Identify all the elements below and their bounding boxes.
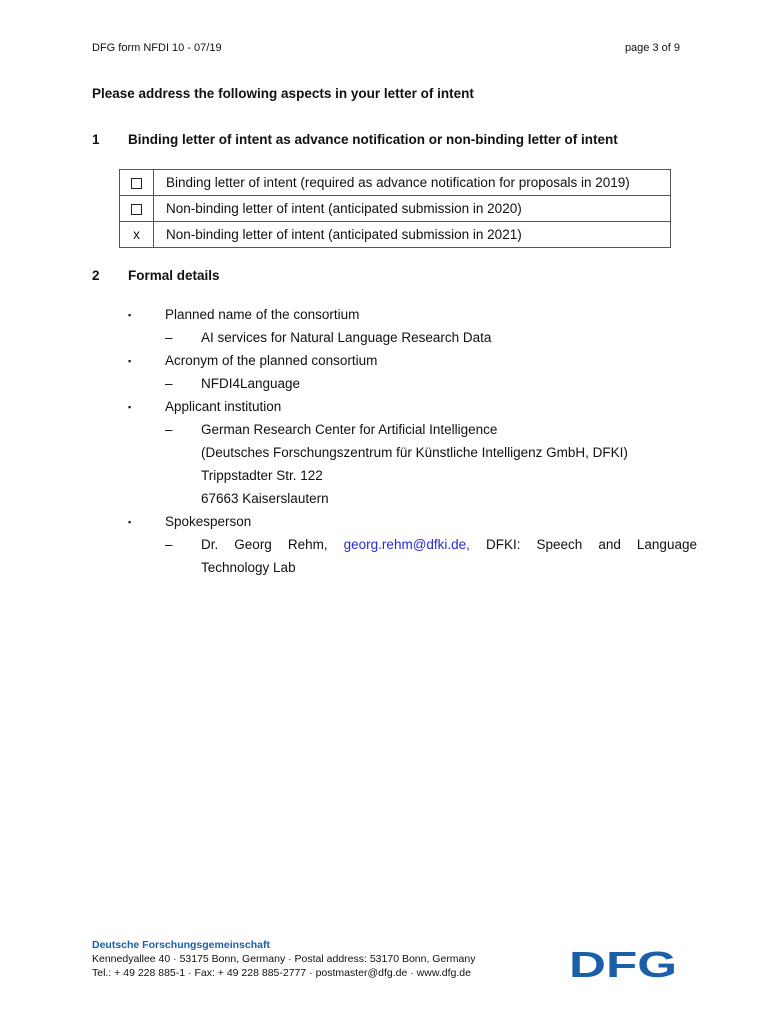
checkbox-icon[interactable] <box>131 178 142 189</box>
footer-address: Kennedyallee 40 · 53175 Bonn, Germany · Postal address: 53170 Bonn, Germany <box>92 953 476 965</box>
consortium-name-label: Planned name of the consortium <box>165 307 360 322</box>
spokesperson-word: Dr. <box>201 537 219 552</box>
option-label: Binding letter of intent (required as advance notification for proposals in 2019) <box>154 170 671 196</box>
bullet-icon: ▪ <box>128 402 132 412</box>
page-number: page 3 of 9 <box>624 42 680 54</box>
spokesperson-word: Speech <box>536 537 583 552</box>
consortium-name-value: AI services for Natural Language Research Data <box>201 330 492 345</box>
dash-icon: – <box>165 330 173 345</box>
dash-icon: – <box>165 422 173 437</box>
dash-icon: – <box>165 537 173 552</box>
dfg-logo <box>568 948 678 980</box>
section-2-title: Formal details <box>128 268 220 283</box>
dash-icon: – <box>165 376 173 391</box>
option-row <box>120 170 671 196</box>
section-1-number: 1 <box>92 132 100 147</box>
bullet-icon: ▪ <box>128 310 132 320</box>
spokesperson-email-link[interactable]: georg.rehm@dfki.de, <box>343 537 470 552</box>
spokesperson-line-1 <box>201 537 697 552</box>
option-row <box>120 222 671 248</box>
section-2-number: 2 <box>92 268 100 283</box>
section-1-title: Binding letter of intent as advance notification or non-binding letter of intent <box>128 132 618 147</box>
option-selected-mark[interactable]: x <box>120 222 154 248</box>
option-label: Non-binding letter of intent (anticipated submission in 2020) <box>154 196 671 222</box>
spokesperson-word: Language <box>636 537 697 552</box>
dfg-logo-text: DFG <box>569 948 677 980</box>
footer-org: Deutsche Forschungsgemeinschaft <box>92 939 270 951</box>
option-label: Non-binding letter of intent (anticipated submission in 2021) <box>154 222 671 248</box>
acronym-value: NFDI4Language <box>201 376 301 391</box>
spokesperson-word: Georg <box>234 537 272 552</box>
spokesperson-label: Spokesperson <box>165 514 252 529</box>
spokesperson-word: and <box>598 537 621 552</box>
footer <box>92 938 476 980</box>
acronym-label: Acronym of the planned consortium <box>165 353 378 368</box>
institution-line: German Research Center for Artificial Intelligence <box>201 422 498 437</box>
institution-line: (Deutsches Forschungszentrum für Künstliche Intelligenz GmbH, DFKI) <box>201 445 628 460</box>
checkbox-icon[interactable] <box>131 204 142 215</box>
spokesperson-word: Rehm, <box>287 537 328 552</box>
option-row <box>120 196 671 222</box>
institution-line: Trippstadter Str. 122 <box>201 468 323 483</box>
spokesperson-line-2: Technology Lab <box>201 560 296 575</box>
form-id: DFG form NFDI 10 - 07/19 <box>92 42 222 54</box>
bullet-icon: ▪ <box>128 517 132 527</box>
option-checkbox-cell[interactable] <box>120 170 154 196</box>
footer-contact: Tel.: + 49 228 885-1 · Fax: + 49 228 885-2777 · postmaster@dfg.de · www.dfg.de <box>92 967 471 979</box>
institution-label: Applicant institution <box>165 399 282 414</box>
option-checkbox-cell[interactable] <box>120 196 154 222</box>
spokesperson-word: DFKI: <box>485 537 521 552</box>
institution-line: 67663 Kaiserslautern <box>201 491 329 506</box>
letter-type-table <box>119 169 671 248</box>
page-title: Please address the following aspects in your letter of intent <box>92 86 474 101</box>
bullet-icon: ▪ <box>128 356 132 366</box>
